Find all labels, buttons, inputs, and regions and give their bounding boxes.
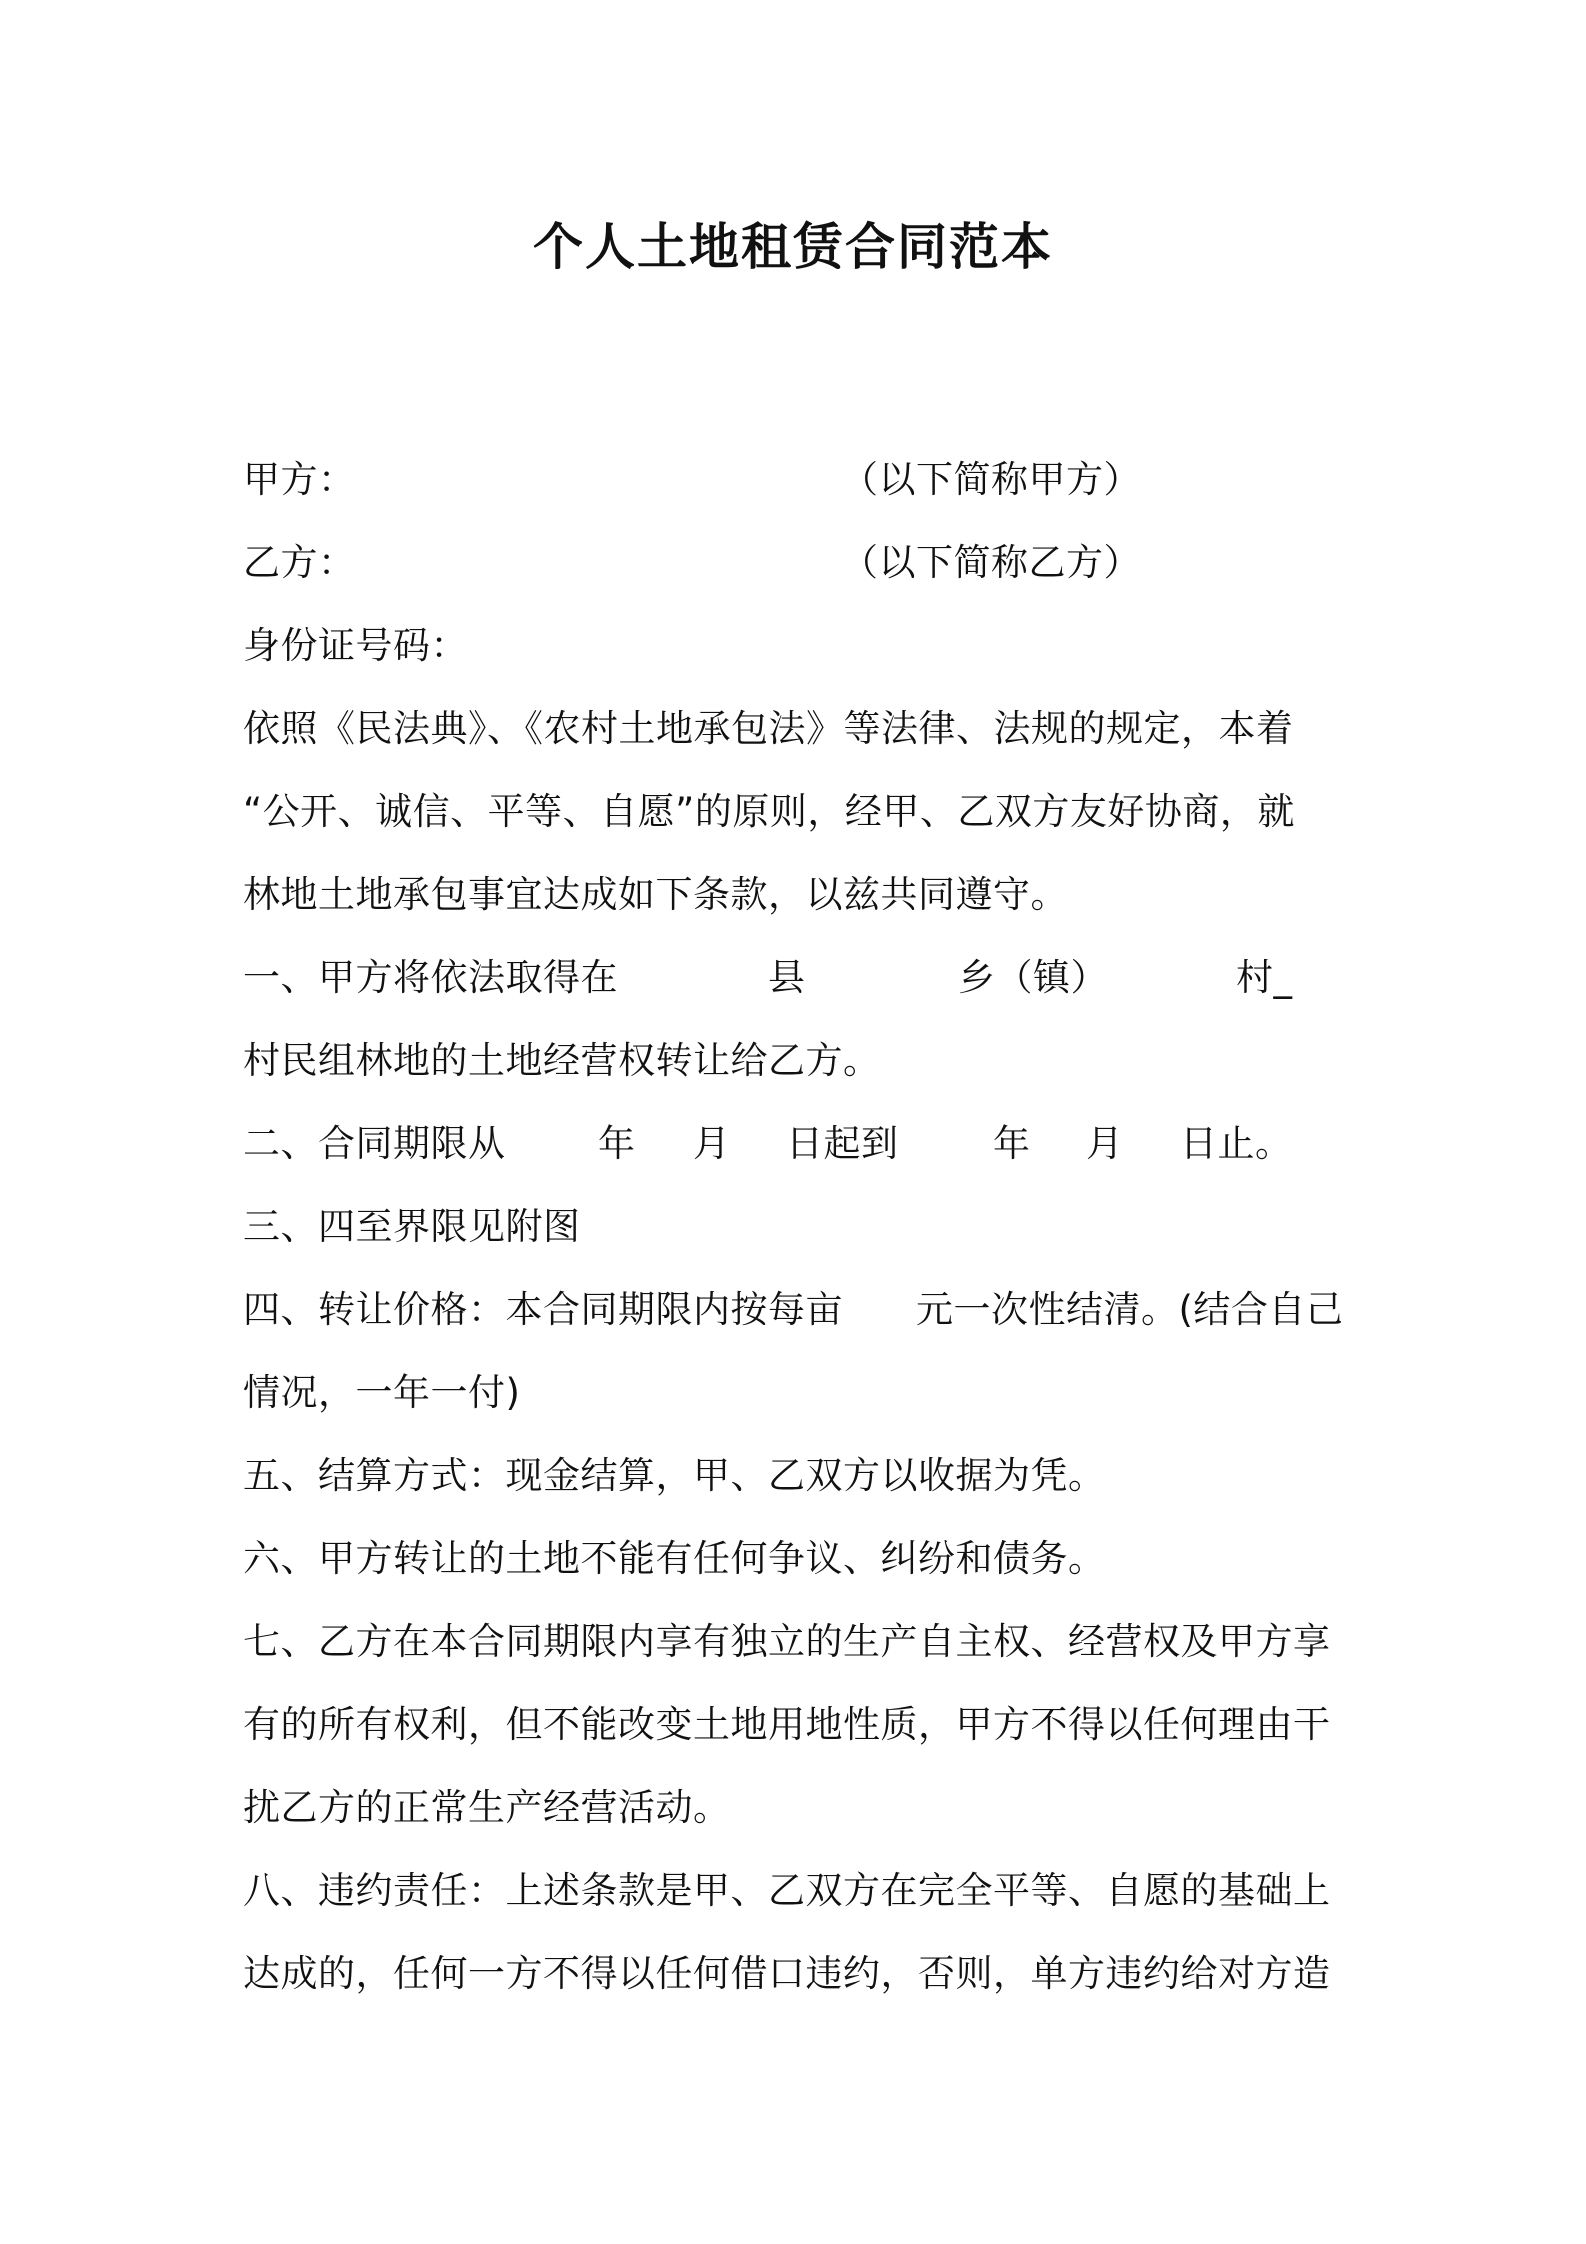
clause-4-text-cont: 元一次性结清。(结合自己 <box>916 1288 1344 1331</box>
clause-1-text: 一、甲方将依法取得在 <box>243 956 618 999</box>
party-a-line <box>243 455 1343 505</box>
party-b-line <box>243 538 1343 588</box>
clause-1-county: 县 <box>768 956 806 999</box>
clause-2-year-start: 年 <box>598 1122 636 1165</box>
clause-3: 三、四至界限见附图 <box>243 1205 581 1248</box>
clause-2-day-end: 日止。 <box>1180 1122 1293 1165</box>
clause-2-prefix: 二、合同期限从 <box>243 1122 506 1165</box>
clause-1-township: 乡（镇） <box>958 956 1108 999</box>
clause-1-village: 村_ <box>1236 956 1293 999</box>
clause-7-line: 扰乙方的正常生产经营活动。 <box>243 1786 731 1829</box>
clause-2-month-end: 月 <box>1086 1122 1124 1165</box>
preamble-line: 林地土地承包事宜达成如下条款，以兹共同遵守。 <box>243 873 1068 916</box>
clause-4-text: 四、转让价格：本合同期限内按每亩 <box>243 1288 843 1331</box>
preamble-line: 依照《民法典》、《农村土地承包法》等法律、法规的规定，本着 <box>243 707 1294 750</box>
clause-7-line: 有的所有权利，但不能改变土地用地性质，甲方不得以任何理由干 <box>243 1703 1331 1746</box>
clause-7-line: 七、乙方在本合同期限内享有独立的生产自主权、经营权及甲方享 <box>243 1620 1331 1663</box>
clause-5: 五、结算方式：现金结算，甲、乙双方以收据为凭。 <box>243 1454 1106 1497</box>
clause-1-line-2: 村民组林地的土地经营权转让给乙方。 <box>243 1039 881 1082</box>
clause-4-line-2: 情况，一年一付) <box>243 1371 521 1414</box>
party-a-label: 甲方： <box>243 458 356 501</box>
party-b-note: （以下简称乙方） <box>841 541 1141 584</box>
party-b-label: 乙方： <box>243 541 356 584</box>
preamble-line: “公开、诚信、平等、自愿”的原则，经甲、乙双方友好协商，就 <box>243 790 1295 833</box>
document-title: 个人土地租赁合同范本 <box>533 218 1053 276</box>
clause-6: 六、甲方转让的土地不能有任何争议、纠纷和债务。 <box>243 1537 1106 1580</box>
clause-1-line-1 <box>243 953 1343 1003</box>
clause-2-day-start: 日起到 <box>786 1122 899 1165</box>
clause-2-year-end: 年 <box>993 1122 1031 1165</box>
clause-2-month-start: 月 <box>693 1122 731 1165</box>
clause-2-line <box>243 1119 1343 1169</box>
clause-8-line: 八、违约责任：上述条款是甲、乙双方在完全平等、自愿的基础上 <box>243 1869 1331 1912</box>
party-a-note: （以下简称甲方） <box>841 458 1141 501</box>
clause-8-line: 达成的，任何一方不得以任何借口违约，否则，单方违约给对方造 <box>243 1952 1331 1995</box>
id-number-label: 身份证号码： <box>243 624 468 667</box>
clause-4-line-1 <box>243 1285 1363 1335</box>
